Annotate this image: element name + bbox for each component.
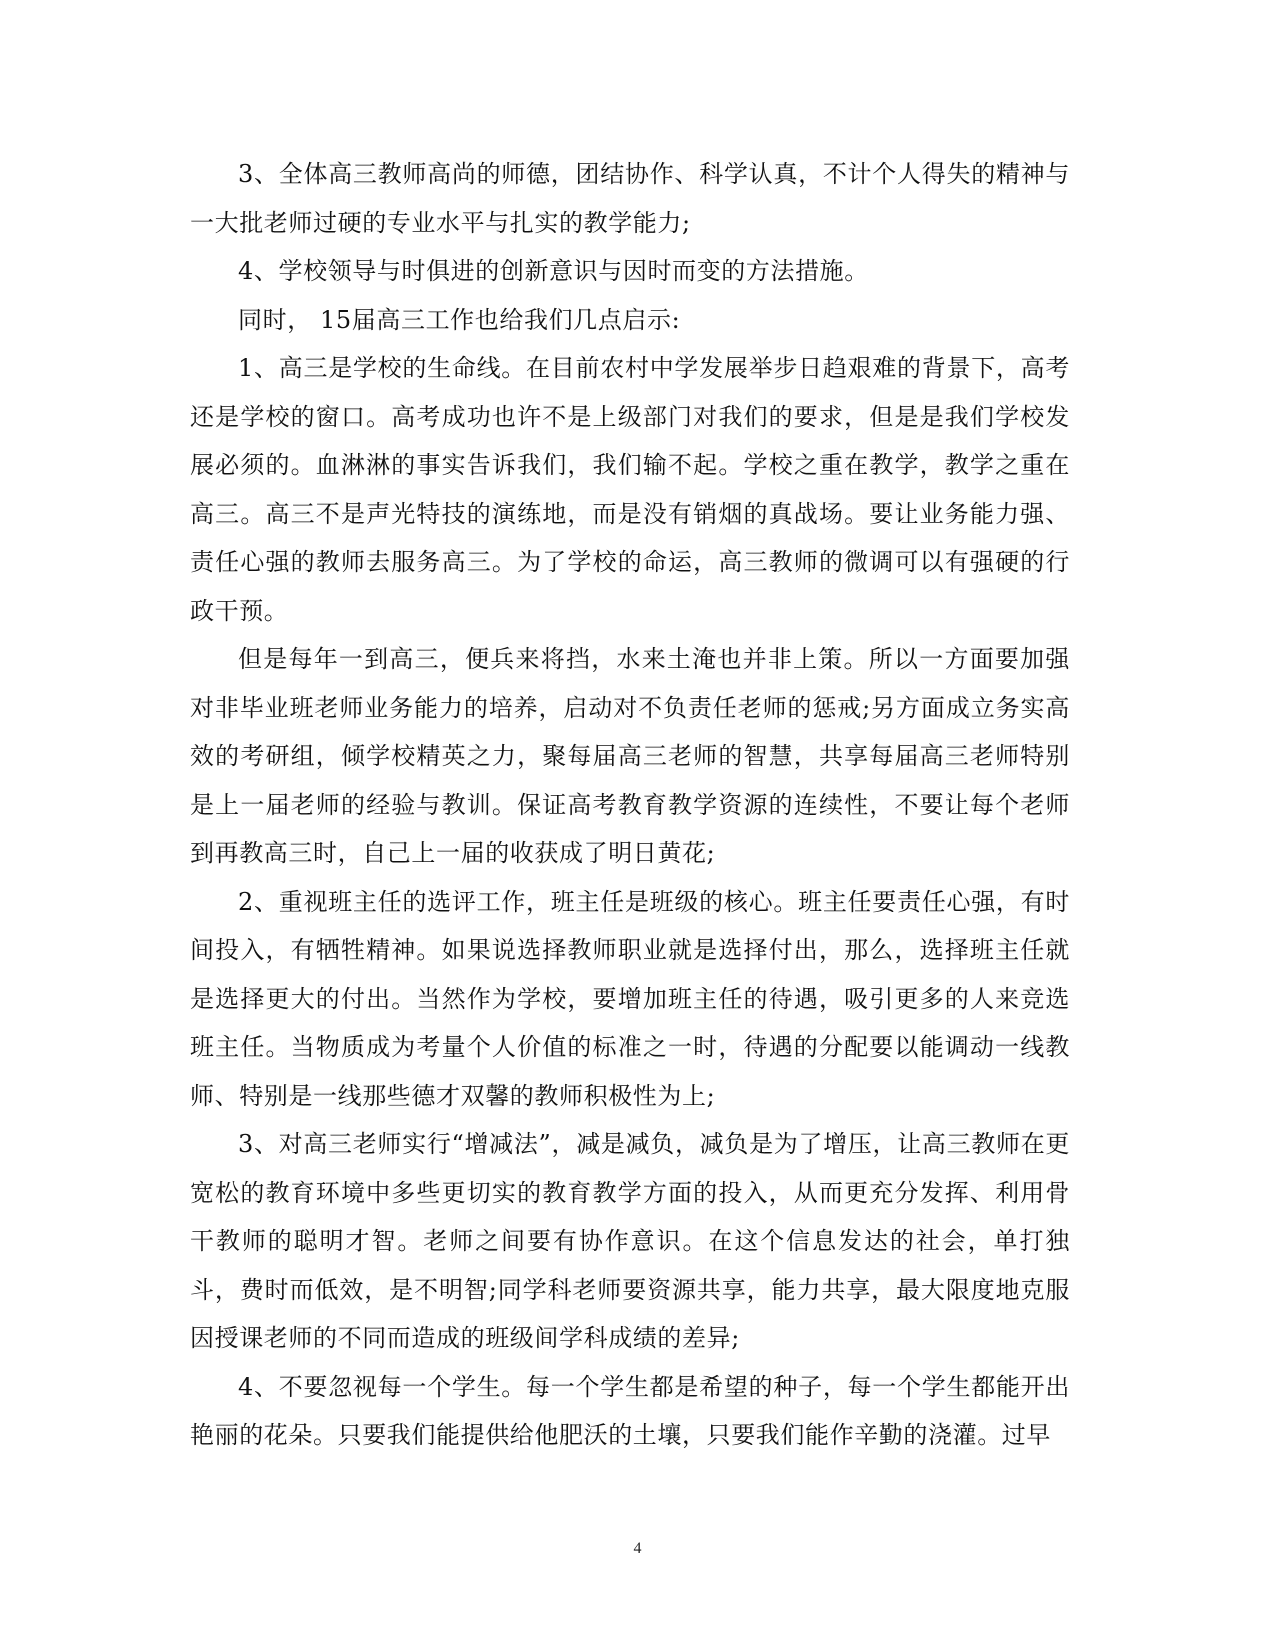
- paragraph: 3、全体高三教师高尚的师德，团结协作、科学认真，不计个人得失的精神与一大批老师过硬的专业水平与扎实的教学能力;: [190, 160, 1070, 237]
- body-text: [190, 150, 1070, 1460]
- paragraph: 2、重视班主任的选评工作，班主任是班级的核心。班主任要责任心强，有时间投入，有牺牲精神。如果说选择教师职业就是选择付出，那么，选择班主任就是选择更大的付出。当然作为学校，要增加班主任的待遇，吸引更多的人来竞选班主任。当物质成为考量个人价值的标准之一时，待遇的分配要以能调动一线教师、特别是一线那些德才双馨的教师积极性为上;: [190, 887, 1070, 1110]
- paragraph: 4、不要忽视每一个学生。每一个学生都是希望的种子，每一个学生都能开出艳丽的花朵。只要我们能提供给他肥沃的土壤，只要我们能作辛勤的浇灌。过早: [190, 1372, 1070, 1449]
- paragraph: 同时， 15届高三工作也给我们几点启示:: [238, 305, 681, 334]
- paragraph: 1、高三是学校的生命线。在目前农村中学发展举步日趋艰难的背景下，高考还是学校的窗口。高考成功也许不是上级部门对我们的要求，但是是我们学校发展必须的。血淋淋的事实告诉我们，我们输不起。学校之重在教学，教学之重在高三。高三不是声光特技的演练地，而是没有销烟的真战场。要让业务能力强、责任心强的教师去服务高三。为了学校的命运，高三教师的微调可以有强硬的行政干预。: [190, 354, 1070, 625]
- page-number: 4: [633, 1540, 642, 1557]
- paragraph: 但是每年一到高三，便兵来将挡，水来土淹也并非上策。所以一方面要加强对非毕业班老师业务能力的培养，启动对不负责任老师的惩戒;另方面成立务实高效的考研组，倾学校精英之力，聚每届高三老师的智慧，共享每届高三老师特别是上一届老师的经验与教训。保证高考教育教学资源的连续性，不要让每个老师到再教高三时，自己上一届的收获成了明日黄花;: [190, 645, 1070, 867]
- paragraph: 3、对高三老师实行“增减法”，减是减负，减负是为了增压，让高三教师在更宽松的教育环境中多些更切实的教育教学方面的投入，从而更充分发挥、利用骨干教师的聪明才智。老师之间要有协作意识。在这个信息发达的社会，单打独斗，费时而低效，是不明智;同学科老师要资源共享，能力共享，最大限度地克服因授课老师的不同而造成的班级间学科成绩的差异;: [190, 1130, 1070, 1352]
- paragraph: 4、学校领导与时俱进的创新意识与因时而变的方法措施。: [238, 257, 869, 285]
